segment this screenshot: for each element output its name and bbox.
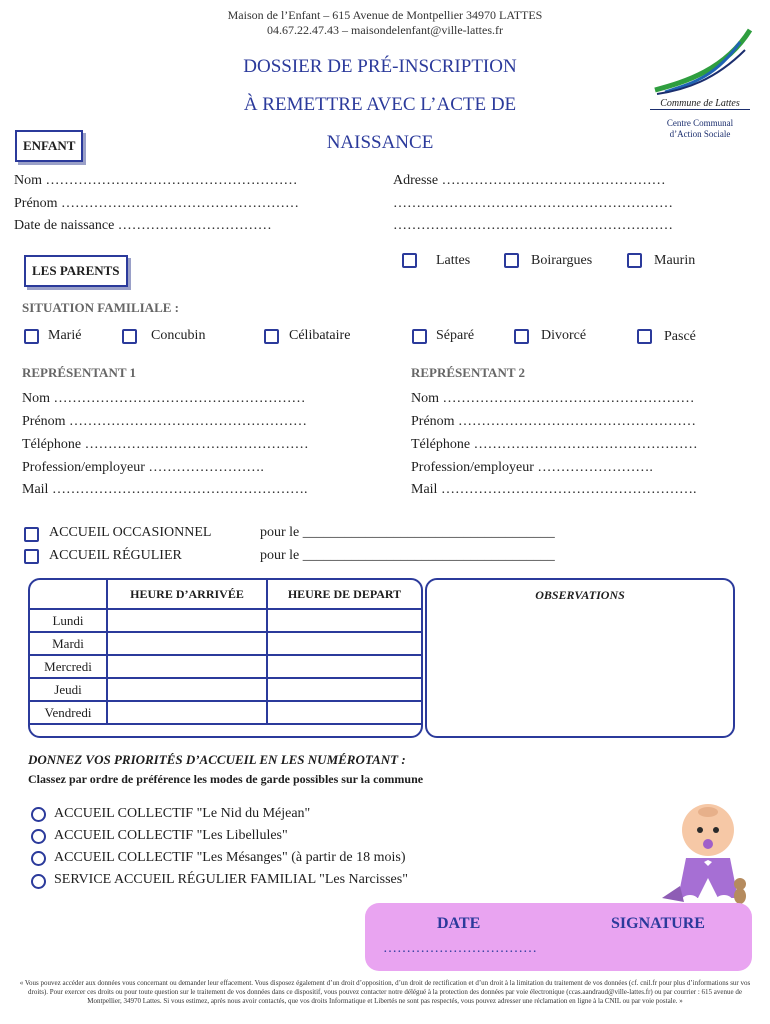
enfant-adresse-line3[interactable]: ……………………………………………………	[393, 218, 673, 233]
rep2-nom-field[interactable]: Nom ………………………………………………	[411, 391, 695, 406]
accueil-regulier-date[interactable]: pour le ____________________________________	[260, 548, 555, 563]
arrivee-cell-mercredi[interactable]	[107, 655, 267, 678]
rep1-nom-field[interactable]: Nom ………………………………………………	[22, 391, 306, 406]
checkbox-concubin[interactable]	[122, 329, 137, 344]
rep2-prenom-field[interactable]: Prénom ……………………………………………	[411, 414, 697, 429]
enfant-naissance-field[interactable]: Date de naissance ……………………………	[14, 218, 272, 233]
radio-mesanges[interactable]	[31, 851, 46, 866]
day-label: Jeudi	[29, 678, 107, 701]
page-title-line3: NAISSANCE	[326, 132, 434, 153]
situation-label-concubin: Concubin	[151, 328, 206, 343]
situation-label-divorce: Divorcé	[541, 328, 587, 343]
schedule-table-wrapper	[28, 578, 423, 738]
priorite-label-mesanges: ACCUEIL COLLECTIF "Les Mésanges" (à partir de 18 mois)	[54, 850, 406, 865]
rep1-prenom-field[interactable]: Prénom ……………………………………………	[22, 414, 308, 429]
priorites-title: DONNEZ VOS PRIORITÉS D’ACCUEIL EN LES NUMÉROTANT :	[28, 752, 406, 767]
rep1-profession-field[interactable]: Profession/employeur …………………….	[22, 460, 264, 475]
date-label: DATE	[437, 915, 481, 932]
radio-libellules[interactable]	[31, 829, 46, 844]
table-row	[29, 609, 422, 632]
rep1-tel-field[interactable]: Téléphone …………………………………………	[22, 437, 309, 452]
observations-title: OBSERVATIONS	[535, 588, 625, 602]
radio-narcisses[interactable]	[31, 874, 46, 889]
signature-box[interactable]	[365, 903, 752, 971]
header-address: Maison de l’Enfant – 615 Avenue de Montpellier 34970 LATTES	[227, 8, 543, 22]
day-label: Lundi	[29, 609, 107, 632]
header-contact: 04.67.22.47.43 – maisondelenfant@ville-lattes.fr	[267, 23, 503, 37]
situation-label-separe: Séparé	[436, 328, 475, 343]
arrivee-cell-mardi[interactable]	[107, 632, 267, 655]
col-heure-arrivee: HEURE D’ARRIVÉE	[107, 579, 267, 609]
situation-label-marie: Marié	[48, 328, 82, 343]
checkbox-celibataire[interactable]	[264, 329, 279, 344]
depart-cell-mardi[interactable]	[267, 632, 422, 655]
commune-logo	[645, 20, 755, 145]
priorites-subtitle: Classez par ordre de préférence les modes de garde possibles sur la commune	[28, 772, 424, 786]
arrivee-cell-jeudi[interactable]	[107, 678, 267, 701]
rep2-mail-field[interactable]: Mail ……………………………………………….	[411, 482, 697, 497]
priorite-label-libellules: ACCUEIL COLLECTIF "Les Libellules"	[54, 828, 288, 843]
schedule-corner-cell	[29, 579, 107, 609]
footer-rgpd-text: « Vous pouvez accéder aux données vous concernant ou demander leur effacement. Vous disposez également d’un droit d’opposition, d’un droit de rectification et d’un droit à la limitation du traitement de vos données (cf. cnil.fr pour plus d’informations sur vos droits). Pour exercer ces droits ou pour toute question sur le traitement de vos données dans ce dispositif, vous pouvez contacter notre délégué à la protection des données par voie électronique (ccas.aandraud@ville-lattes.fr) ou par courrier : 615 avenue de Montpellier, 34970 Lattes. Si vous estimez, après nous avoir contactés, que vos droits Informatique et Libertés ne sont pas respectés, vous pouvez adresser une réclamation en ligne à la CNIL ou par voie postale. »	[19, 979, 751, 1005]
section-enfant-title: ENFANT	[15, 130, 83, 162]
rep2-tel-field[interactable]: Téléphone …………………………………………	[411, 437, 698, 452]
table-row	[29, 655, 422, 678]
priorite-label-narcisses: SERVICE ACCUEIL RÉGULIER FAMILIAL "Les Narcisses"	[54, 872, 408, 887]
radio-nid-du-mejean[interactable]	[31, 807, 46, 822]
enfant-adresse-line2[interactable]: ……………………………………………………	[393, 196, 673, 211]
checkbox-accueil-regulier[interactable]	[24, 549, 39, 564]
situation-title: SITUATION FAMILIALE :	[22, 300, 179, 315]
page-title-line1: DOSSIER DE PRÉ-INSCRIPTION	[243, 56, 517, 77]
enfant-nom-field[interactable]: Nom ………………………………………………	[14, 173, 298, 188]
priorite-label-nid-du-mejean: ACCUEIL COLLECTIF "Le Nid du Méjean"	[54, 806, 311, 821]
checkbox-separe[interactable]	[412, 329, 427, 344]
checkbox-pasce[interactable]	[637, 329, 652, 344]
baby-illustration-icon	[660, 798, 755, 908]
situation-label-pasce: Pascé	[664, 329, 696, 344]
accueil-regulier-label: ACCUEIL RÉGULIER	[49, 548, 182, 563]
table-row	[29, 678, 422, 701]
checkbox-marie[interactable]	[24, 329, 39, 344]
rep2-title: REPRÉSENTANT 2	[411, 365, 526, 380]
rep1-title: REPRÉSENTANT 1	[22, 365, 137, 380]
day-label: Mercredi	[29, 655, 107, 678]
arrivee-cell-vendredi[interactable]	[107, 701, 267, 724]
rep1-mail-field[interactable]: Mail ……………………………………………….	[22, 482, 308, 497]
page-title-line2: À REMETTRE AVEC L’ACTE DE	[243, 94, 517, 115]
date-dots[interactable]: ……………………………	[383, 941, 537, 956]
situation-label-celibataire: Célibataire	[289, 328, 351, 343]
signature-label: SIGNATURE	[611, 915, 705, 932]
logo-swoosh-icon	[645, 20, 755, 100]
logo-ccas-line2: d’Action Sociale	[669, 129, 731, 139]
enfant-adresse-field[interactable]: Adresse …………………………………………	[393, 173, 666, 188]
col-heure-depart: HEURE DE DEPART	[267, 579, 422, 609]
logo-ccas-line1: Centre Communal	[666, 118, 734, 128]
table-row	[29, 632, 422, 655]
table-row	[29, 701, 422, 724]
rep2-profession-field[interactable]: Profession/employeur …………………….	[411, 460, 653, 475]
logo-commune-text: Commune de Lattes	[650, 98, 750, 110]
commune-label-boirargues: Boirargues	[531, 253, 593, 268]
day-label: Vendredi	[29, 701, 107, 724]
checkbox-divorce[interactable]	[514, 329, 529, 344]
schedule-table	[28, 578, 423, 725]
observations-box[interactable]	[425, 578, 735, 738]
commune-label-lattes: Lattes	[436, 253, 471, 268]
accueil-occasionnel-date[interactable]: pour le ____________________________________	[260, 525, 555, 540]
commune-label-maurin: Maurin	[654, 253, 696, 268]
arrivee-cell-lundi[interactable]	[107, 609, 267, 632]
depart-cell-lundi[interactable]	[267, 609, 422, 632]
checkbox-lattes[interactable]	[402, 253, 417, 268]
depart-cell-vendredi[interactable]	[267, 701, 422, 724]
depart-cell-jeudi[interactable]	[267, 678, 422, 701]
section-parents-title: LES PARENTS	[24, 255, 128, 287]
checkbox-maurin[interactable]	[627, 253, 642, 268]
checkbox-accueil-occasionnel[interactable]	[24, 527, 39, 542]
day-label: Mardi	[29, 632, 107, 655]
checkbox-boirargues[interactable]	[504, 253, 519, 268]
accueil-occasionnel-label: ACCUEIL OCCASIONNEL	[49, 525, 212, 540]
enfant-prenom-field[interactable]: Prénom ……………………………………………	[14, 196, 300, 211]
depart-cell-mercredi[interactable]	[267, 655, 422, 678]
